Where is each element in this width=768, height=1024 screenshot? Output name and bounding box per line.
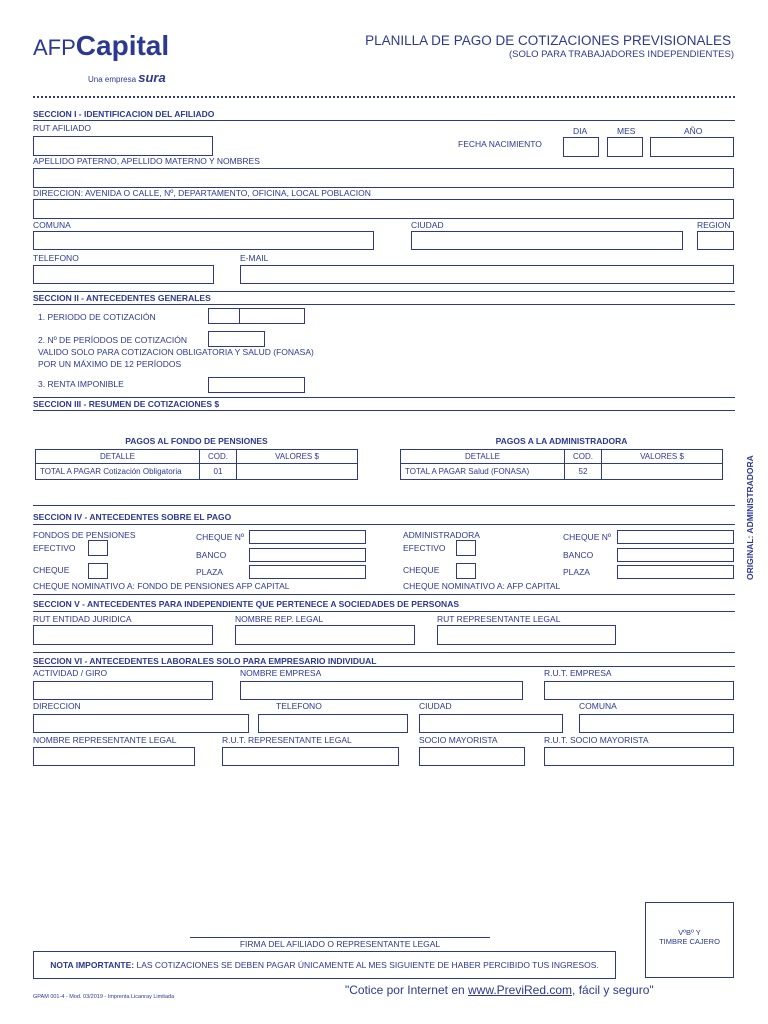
cheque-no-field-left[interactable] (249, 530, 366, 544)
section-4-top-rule (33, 505, 735, 506)
valores-header: VALORES $ (602, 450, 723, 464)
ciudad-field[interactable] (411, 231, 683, 250)
cod-header: COD. (200, 450, 237, 464)
section-3-top-rule (33, 397, 735, 398)
section-6-top-rule (33, 652, 735, 653)
cheque-no-field-right[interactable] (617, 530, 734, 544)
actividad-field[interactable] (33, 681, 213, 700)
section-1-title: SECCION I - IDENTIFICACION DEL AFILIADO (33, 109, 215, 119)
periodo-ano-field[interactable] (239, 308, 305, 324)
efectivo-label-left: EFECTIVO (33, 543, 76, 553)
banco-field-left[interactable] (249, 548, 366, 562)
section-4-rule (33, 524, 735, 525)
cotice-post: , fácil y seguro" (572, 983, 654, 997)
direccion-emp-field[interactable] (33, 714, 249, 733)
logo-prefix: AFP (33, 35, 76, 60)
sura-tagline (88, 70, 166, 85)
section-1-rule (33, 120, 735, 121)
nota-bold: NOTA IMPORTANTE: (50, 960, 135, 970)
nombre-empresa-label: NOMBRE EMPRESA (240, 668, 322, 678)
socio-field[interactable] (419, 747, 525, 766)
ciudad-label: CIUDAD (411, 220, 444, 230)
num-periodos-label: 2. Nº DE PERÍODOS DE COTIZACIÓN (38, 335, 188, 345)
banco-field-right[interactable] (617, 548, 734, 562)
cotice-pre: "Cotice por Internet en (345, 983, 468, 997)
pagos-fondo-row (36, 464, 358, 480)
timbre-label: TIMBRE CAJERO (659, 937, 720, 946)
region-field[interactable] (697, 231, 734, 250)
rut-socio-label: R.U.T. SOCIO MAYORISTA (544, 735, 649, 745)
banco-label-left: BANCO (196, 550, 227, 560)
apellido-field[interactable] (33, 168, 734, 188)
comuna-label: COMUNA (33, 220, 71, 230)
nombre-rep-label: NOMBRE REP. LEGAL (235, 614, 324, 624)
section-3-rule (33, 410, 735, 411)
cheque-checkbox-right[interactable] (456, 563, 476, 579)
efectivo-checkbox-left[interactable] (88, 540, 108, 556)
section-2-rule (33, 304, 735, 305)
section-5-top-rule (33, 594, 735, 595)
pagos-fondo-table (35, 449, 358, 480)
pagos-administradora-table (400, 449, 723, 480)
num-periodos-note-2: POR UN MÁXIMO DE 12 PERÍODOS (38, 359, 182, 369)
firma-label: FIRMA DEL AFILIADO O REPRESENTANTE LEGAL (239, 939, 441, 949)
renta-field[interactable] (208, 377, 305, 393)
cod-cell: 01 (200, 464, 237, 480)
nominativo-label-right: CHEQUE NOMINATIVO A: AFP CAPITAL (403, 581, 561, 591)
ano-label: AÑO (684, 126, 703, 136)
rep-legal-field[interactable] (33, 747, 195, 766)
rut-rep-label: RUT REPRESENTANTE LEGAL (437, 614, 561, 624)
efectivo-checkbox-right[interactable] (456, 540, 476, 556)
section-6-rule (33, 666, 735, 667)
cheque-label-left: CHEQUE (33, 565, 70, 575)
section-3-title: SECCION III - RESUMEN DE COTIZACIONES $ (33, 399, 220, 409)
plaza-label-left: PLAZA (196, 567, 223, 577)
pagos-administradora-header (401, 450, 723, 464)
rut-rep-field[interactable] (437, 625, 616, 645)
periodo-mes-field[interactable] (208, 308, 240, 324)
valor-administradora-field[interactable] (602, 464, 723, 480)
valor-fondo-field[interactable] (237, 464, 358, 480)
form-title: PLANILLA DE PAGO DE COTIZACIONES PREVISIONALES (365, 33, 731, 48)
rut-entidad-label: RUT ENTIDAD JURIDICA (33, 614, 132, 624)
periodo-label: 1. PERIODO DE COTIZACIÓN (38, 312, 156, 322)
renta-label: 3. RENTA IMPONIBLE (38, 379, 124, 389)
previred-link[interactable]: www.PreviRed.com (468, 983, 573, 997)
plaza-field-right[interactable] (617, 565, 734, 579)
side-label: ORIGINAL: ADMINISTRADORA (745, 455, 755, 580)
banco-label-right: BANCO (563, 550, 594, 560)
comuna-emp-label: COMUNA (579, 701, 617, 711)
actividad-label: ACTIVIDAD / GIRO (33, 668, 108, 678)
ano-field[interactable] (650, 137, 734, 157)
form-code: GPAM 001-4 - Mod. 03/2019 - Imprenta Licanray Limitada (33, 994, 175, 1000)
num-periodos-field[interactable] (208, 331, 265, 347)
telefono-emp-label: TELEFONO (276, 701, 322, 711)
vb-label: VºBº Y (678, 928, 701, 937)
cheque-no-label-left: CHEQUE Nº (196, 532, 244, 542)
dia-field[interactable] (563, 137, 599, 157)
cheque-checkbox-left[interactable] (88, 563, 108, 579)
nota-body: LAS COTIZACIONES SE DEBEN PAGAR ÚNICAMENTE AL MES SIGUIENTE DE HABER PERCIBIDO TUS INGRESOS. (136, 960, 599, 970)
section-2-title: SECCION II - ANTECEDENTES GENERALES (33, 293, 211, 303)
pagos-administradora-title: PAGOS A LA ADMINISTRADORA (495, 436, 628, 446)
detalle-cell: TOTAL A PAGAR Salud (FONASA) (401, 464, 565, 480)
rut-entidad-field[interactable] (33, 625, 213, 645)
email-field[interactable] (240, 265, 734, 284)
plaza-field-left[interactable] (249, 565, 366, 579)
socio-label: SOCIO MAYORISTA (419, 735, 498, 745)
comuna-emp-field[interactable] (579, 714, 734, 733)
section-4-title: SECCION IV - ANTECEDENTES SOBRE EL PAGO (33, 512, 232, 522)
valores-header: VALORES $ (237, 450, 358, 464)
nominativo-label-left: CHEQUE NOMINATIVO A: FONDO DE PENSIONES AFP CAPITAL (33, 581, 290, 591)
logo-name: Capital (75, 30, 170, 61)
apellido-label: APELLIDO PATERNO, APELLIDO MATERNO Y NOMBRES (33, 156, 260, 166)
cod-cell: 52 (565, 464, 602, 480)
rut-empresa-label: R.U.T. EMPRESA (544, 668, 612, 678)
rut-socio-field[interactable] (544, 747, 734, 766)
detalle-header: DETALLE (36, 450, 200, 464)
direccion-field[interactable] (33, 199, 734, 219)
mes-field[interactable] (607, 137, 643, 157)
rep-legal-label: NOMBRE REPRESENTANTE LEGAL (33, 735, 177, 745)
rut-afiliado-label: RUT AFILIADO (33, 123, 91, 133)
telefono-emp-field[interactable] (258, 714, 408, 733)
pagos-fondo-header (36, 450, 358, 464)
nombre-rep-field[interactable] (235, 625, 415, 645)
sura-logo: sura (138, 70, 166, 85)
email-label: E-MAIL (240, 253, 269, 263)
rut-empresa-field[interactable] (544, 681, 734, 700)
region-label: REGION (697, 220, 731, 230)
tagline-text: Una empresa (88, 75, 137, 84)
section-5-rule (33, 611, 735, 612)
mes-label: MES (617, 126, 636, 136)
pagos-administradora-row (401, 464, 723, 480)
fecha-nacimiento-label: FECHA NACIMIENTO (458, 139, 542, 149)
nombre-empresa-field[interactable] (240, 681, 523, 700)
section-6-title: SECCION VI - ANTECEDENTES LABORALES SOLO PARA EMPRESARIO INDIVIDUAL (33, 656, 377, 666)
firma-line (190, 937, 490, 938)
fondos-label: FONDOS DE PENSIONES (33, 530, 136, 540)
num-periodos-note-1: VALIDO SOLO PARA COTIZACION OBLIGATORIA Y SALUD (FONASA) (38, 347, 314, 357)
administradora-label: ADMINISTRADORA (403, 530, 480, 540)
rut-rep-legal-label: R.U.T. REPRESENTANTE LEGAL (222, 735, 352, 745)
cheque-label-right: CHEQUE (403, 565, 440, 575)
plaza-label-right: PLAZA (563, 567, 590, 577)
comuna-field[interactable] (33, 231, 374, 250)
ciudad-emp-label: CIUDAD (419, 701, 452, 711)
rut-afiliado-field[interactable] (33, 136, 213, 156)
cotice-text (345, 983, 654, 997)
telefono-label: TELEFONO (33, 253, 79, 263)
direccion-label: DIRECCION: AVENIDA O CALLE, Nº, DEPARTAMENTO, OFICINA, LOCAL POBLACION (33, 188, 371, 198)
nota-text (33, 960, 616, 970)
telefono-field[interactable] (33, 265, 214, 284)
section-5-title: SECCION V - ANTECEDENTES PARA INDEPENDIENTE QUE PERTENECE A SOCIEDADES DE PERSONAS (33, 599, 460, 609)
ciudad-emp-field[interactable] (419, 714, 563, 733)
cod-header: COD. (565, 450, 602, 464)
section-2-top-rule (33, 291, 735, 292)
detalle-cell: TOTAL A PAGAR Cotización Obligatoria (36, 464, 200, 480)
efectivo-label-right: EFECTIVO (403, 543, 446, 553)
dia-label: DIA (573, 126, 588, 136)
header-divider (33, 96, 735, 98)
afp-capital-logo (33, 30, 169, 62)
direccion-emp-label: DIRECCION (33, 701, 81, 711)
form-subtitle: (SOLO PARA TRABAJADORES INDEPENDIENTES) (508, 49, 734, 60)
pagos-fondo-title: PAGOS AL FONDO DE PENSIONES (125, 436, 268, 446)
rut-rep-legal-field[interactable] (222, 747, 399, 766)
detalle-header: DETALLE (401, 450, 565, 464)
cheque-no-label-right: CHEQUE Nº (563, 532, 611, 542)
